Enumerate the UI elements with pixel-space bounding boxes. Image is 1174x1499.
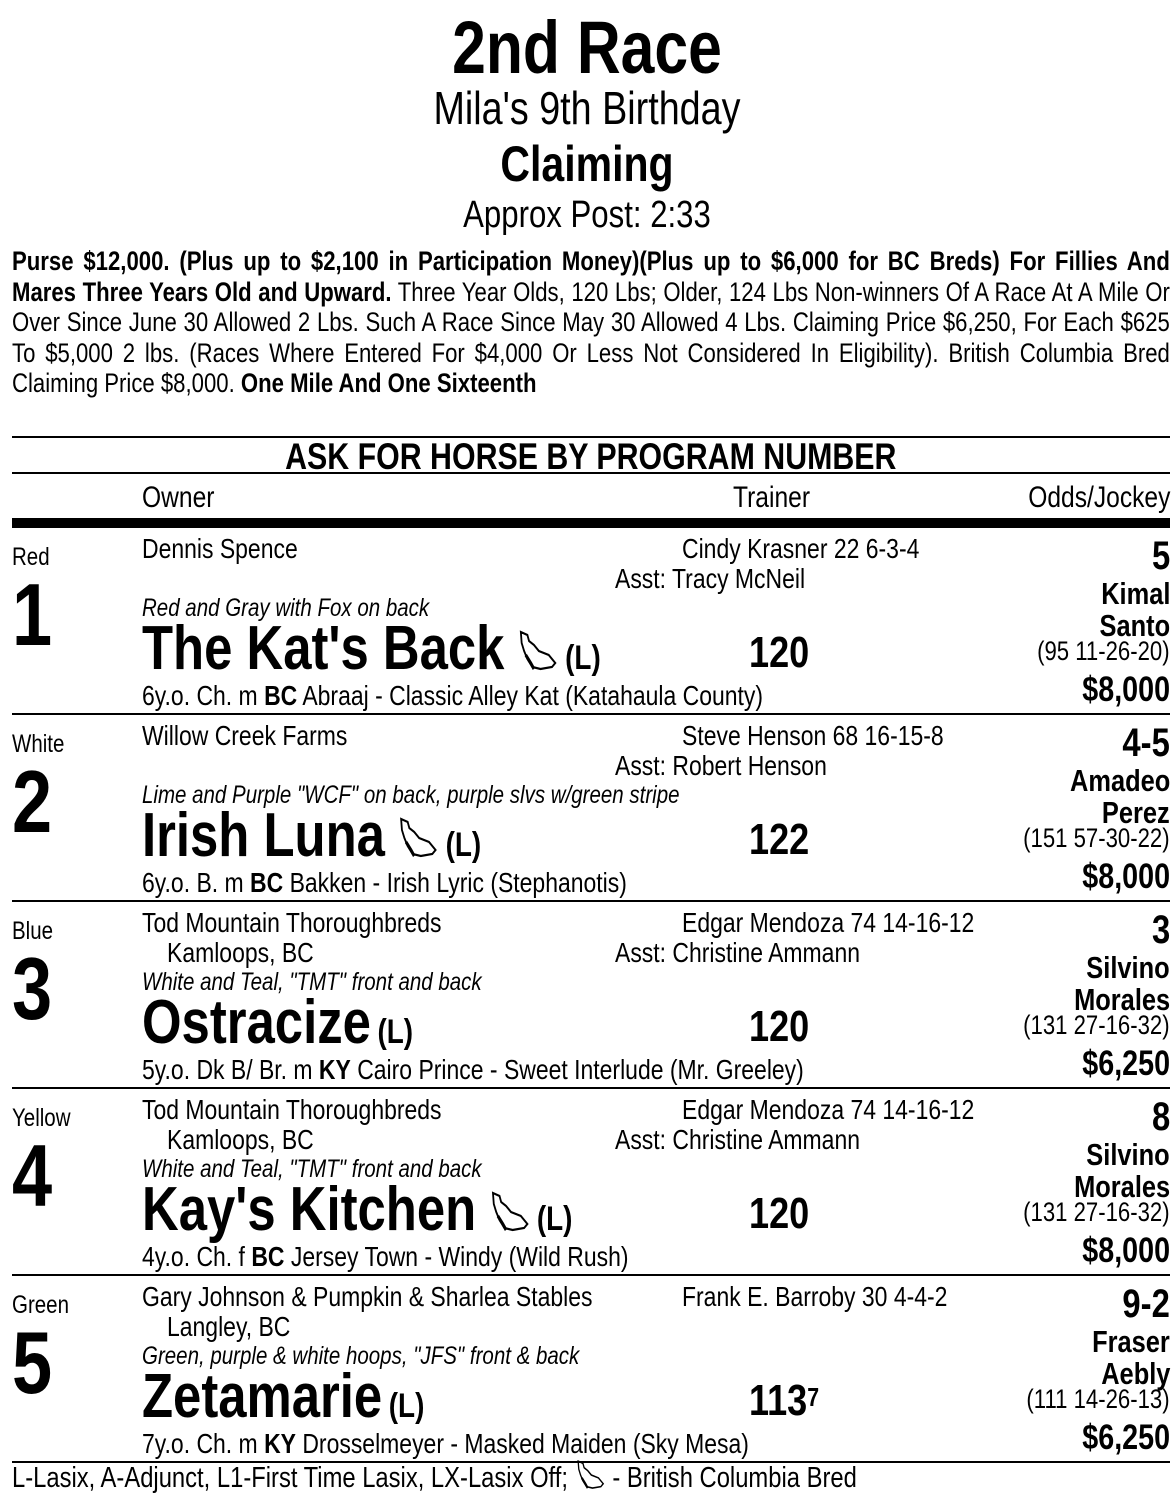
owner-name: Tod Mountain Thoroughbreds [142, 907, 442, 938]
assistant-trainer: Asst: Robert Henson [615, 750, 827, 781]
odds-jockey-block [930, 1091, 1170, 1274]
morning-line-odds: 4-5 [1122, 721, 1170, 765]
breeding: 4y.o. Ch. f BC Jersey Town - Windy (Wild Rush) [142, 1241, 629, 1272]
weight-allowance: 7 [807, 1382, 820, 1412]
bc-map-icon [488, 1190, 531, 1234]
weight: 122 [749, 815, 810, 864]
saddle-color: White [12, 730, 65, 758]
conditions-lead: Purse $12,000. (Plus up to $2,100 in Participation Money)(Plus up to $6,000 for BC Breds) For Fillies And Mares Three Years Old and Upward. [12, 246, 1170, 307]
owner-name: Willow Creek Farms [142, 720, 348, 751]
conditions-body: Three Year Olds, 120 Lbs; Older, 124 Lbs Non-winners Of A Race At A Mile Or Over Since June 30 Allowed 2 Lbs. Such A Race Since May 30 Allowed 4 Lbs. Claiming Price $6,250, For Each $625 To $5,000 2 lbs. (Races Where Entered For $4,000 Or Less Not Considered In Eligibility). British Columbia Bred Claiming Price $8,000. [12, 276, 1170, 398]
owner-location: Kamloops, BC [167, 937, 314, 968]
claiming-price: $8,000 [1082, 1231, 1170, 1270]
horse-name: Zetamarie [142, 1362, 383, 1431]
entry-3 [12, 904, 1170, 1091]
trainer: Edgar Mendoza 74 14-16-12 [682, 907, 975, 938]
weight: 120 [749, 628, 810, 677]
jockey-first-name: Kimal [1100, 576, 1170, 611]
jockey-last-name: Perez [1102, 795, 1170, 830]
column-owner: Owner [142, 481, 215, 514]
medication: (L) [377, 1013, 414, 1051]
program-number: 1 [12, 565, 53, 664]
owner-location: Kamloops, BC [167, 1124, 314, 1155]
trainer: Edgar Mendoza 74 14-16-12 [682, 1094, 975, 1125]
jockey-last-name: Morales [1073, 1169, 1170, 1204]
assistant-trainer: Asst: Tracy McNeil [615, 563, 806, 594]
medication: (L) [445, 826, 482, 864]
bc-map-icon [516, 629, 559, 673]
horse-name: Kay's Kitchen [142, 1175, 477, 1244]
morning-line-odds: 9-2 [1122, 1282, 1170, 1326]
program-number: 4 [12, 1126, 53, 1225]
horse-name: Ostracize [142, 988, 371, 1057]
entry-divider [12, 1087, 1170, 1089]
saddle-color: Blue [12, 917, 54, 945]
jockey-stats: (131 27-16-32) [1023, 1197, 1170, 1227]
owner-location: Langley, BC [167, 1311, 291, 1342]
column-odds-jockey: Odds/Jockey [1027, 481, 1170, 514]
breeding: 7y.o. Ch. m KY Drosselmeyer - Masked Maiden (Sky Mesa) [142, 1428, 749, 1459]
assistant-trainer: Asst: Christine Ammann [615, 937, 861, 968]
race-conditions [12, 246, 1170, 399]
horse-name: Irish Luna [142, 801, 385, 870]
saddle-color: Green [12, 1291, 69, 1319]
jockey-last-name: Aebly [1100, 1356, 1170, 1391]
claiming-price: $8,000 [1082, 857, 1170, 896]
entry-1 [12, 530, 1170, 717]
jockey-stats: (131 27-16-32) [1023, 1010, 1170, 1040]
medication: (L) [536, 1200, 573, 1238]
jockey-first-name: Silvino [1086, 1137, 1170, 1172]
jockey-last-name: Morales [1073, 982, 1170, 1017]
program-number: 3 [12, 939, 53, 1038]
entry-divider [12, 713, 1170, 715]
jockey-stats: (95 11-26-20) [1037, 636, 1170, 666]
bc-map-icon [396, 816, 439, 860]
legend-footer: L-Lasix, A-Adjunct, L1-First Time Lasix, LX-Lasix Off; - British Columbia Bred [12, 1459, 857, 1495]
silks-description: Green, purple & white hoops, "JFS" front & back [142, 1342, 580, 1370]
assistant-trainer: Asst: Christine Ammann [615, 1124, 861, 1155]
owner-name: Tod Mountain Thoroughbreds [142, 1094, 442, 1125]
horse-name: The Kat's Back [142, 614, 505, 683]
medication: (L) [565, 639, 601, 677]
breeding: 6y.o. Ch. m BC Abraaj - Classic Alley Kat (Katahaula County) [142, 680, 764, 711]
trainer: Steve Henson 68 16-15-8 [682, 720, 944, 751]
weight: $113^7$ [749, 1376, 820, 1425]
entry-4 [12, 1091, 1170, 1278]
column-trainer: Trainer [733, 481, 811, 514]
entry-2 [12, 717, 1170, 904]
trainer: Cindy Krasner 22 6-3-4 [682, 533, 920, 564]
owner-name: Gary Johnson & Pumpkin & Sharlea Stables [142, 1281, 593, 1312]
claiming-price: $8,000 [1082, 670, 1170, 709]
morning-line-odds: 8 [1151, 1095, 1170, 1139]
trainer: Frank E. Barroby 30 4-4-2 [682, 1281, 948, 1312]
owner-name: Dennis Spence [142, 533, 298, 564]
silks-description: White and Teal, "TMT" front and back [142, 1155, 482, 1183]
jockey-stats: (111 14-26-13) [1026, 1384, 1170, 1414]
entry-divider [12, 1274, 1170, 1276]
entry-5 [12, 1278, 1170, 1465]
odds-jockey-block [930, 904, 1170, 1087]
saddle-color: Yellow [12, 1104, 71, 1132]
header-rule [12, 518, 1170, 528]
jockey-last-name: Santo [1099, 608, 1170, 643]
race-subtitle: Mila's 9th Birthday [433, 82, 741, 134]
program-number: 5 [12, 1313, 53, 1412]
jockey-first-name: Fraser [1092, 1324, 1170, 1359]
odds-jockey-block [930, 1278, 1170, 1461]
weight: 120 [749, 1002, 810, 1051]
entry-divider [12, 900, 1170, 902]
jockey-first-name: Silvino [1086, 950, 1170, 985]
claiming-price: $6,250 [1082, 1044, 1170, 1083]
race-type: Claiming [500, 136, 674, 192]
program-number-banner: ASK FOR HORSE BY PROGRAM NUMBER [12, 436, 1170, 474]
breeding: 5y.o. Dk B/ Br. m KY Cairo Prince - Sweet Interlude (Mr. Greeley) [142, 1054, 804, 1085]
program-number: 2 [12, 752, 53, 851]
weight: 120 [749, 1189, 810, 1238]
silks-description: Red and Gray with Fox on back [142, 594, 430, 622]
morning-line-odds: 3 [1151, 908, 1170, 952]
odds-jockey-block [930, 530, 1170, 713]
medication: (L) [388, 1387, 425, 1425]
saddle-color: Red [12, 543, 50, 571]
odds-jockey-block [930, 717, 1170, 900]
race-title: 2nd Race [452, 6, 722, 89]
post-time: Approx Post: 2:33 [463, 194, 711, 236]
bc-map-icon [575, 1459, 606, 1491]
silks-description: White and Teal, "TMT" front and back [142, 968, 482, 996]
conditions-distance: One Mile And One Sixteenth [240, 368, 537, 398]
claiming-price: $6,250 [1082, 1418, 1170, 1457]
silks-description: Lime and Purple "WCF" on back, purple slvs w/green stripe [142, 781, 680, 809]
jockey-stats: (151 57-30-22) [1023, 823, 1170, 853]
breeding: 6y.o. B. m BC Bakken - Irish Lyric (Stephanotis) [142, 867, 627, 898]
morning-line-odds: 5 [1151, 534, 1170, 578]
jockey-first-name: Amadeo [1069, 763, 1170, 798]
